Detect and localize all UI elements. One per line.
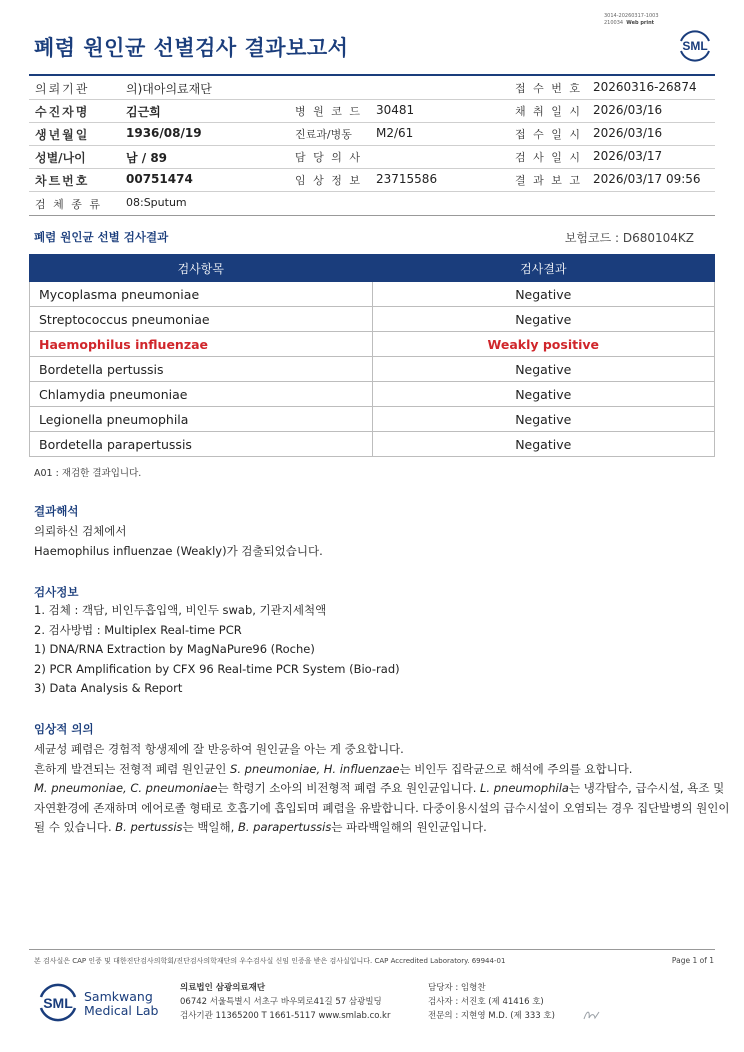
signature-icon [582,1008,604,1022]
clinical-heading: 임상적 의의 [34,722,94,736]
clinical-text: 세균성 폐렴은 경험적 항생제에 잘 반응하여 원인균을 아는 게 중요합니다. 흔하게 발견되는 전형적 폐렴 원인균인 S. pneumoniae, H. influenzae는 비인두 집락균으로 해석에 주의를 요합니다. M. pneumoniae, C. pneumoniae는 학령기 소아의 비전형적 폐렴 주요 원인균입니다. L. pneumophila는 냉각탑수, 급수시설, 욕조 및 자연환경에 존재하며 에어로졸 형태로 호흡기에 흡입되며 폐렴을 유발합니다. 다중이용시설의 급수시설이 오염되는 경우 집단발병의 원인이 될 수 있습니다. B. pertussis는 백일해, B. parapertussis는 파라백일해의 원인균입니다. [34,742,730,834]
interpretation-text: 의뢰하신 검체에서 Haemophilus influenzae (Weakly)가 검출되었습니다. [34,524,323,558]
info-row-institution: 의뢰기관 의)대아의료재단 접 수 번 호 20260316-26874 [35,80,697,96]
col-header-result: 검사결과 [372,255,715,282]
col-header-item: 검사항목 [30,255,373,282]
sml-brand-logo-icon [36,980,80,1024]
insurance-code: 보험코드 : D680104KZ [564,231,694,245]
results-section-title: 폐렴 원인균 선별 검사결과 [34,230,169,244]
logo-text: SML [43,995,73,1011]
test-info-heading: 검사정보 [34,585,79,599]
table-row: Legionella pneumophila Negative [30,407,715,432]
logo-text: SML [682,39,708,53]
info-row-birth: 생년월일 1936/08/19 진료과/병동 M2/61 접 수 일 시 2026/03/16 [35,126,663,142]
table-row: Mycoplasma pneumoniae Negative [30,282,715,307]
table-row: Bordetella pertussis Negative [30,357,715,382]
page-number: Page 1 of 1 [671,956,714,965]
info-row-name: 수진자명 김근희 병 원 코 드 30481 채 취 일 시 2026/03/16 [35,103,663,119]
brand-name: Samkwang Medical Lab [84,989,159,1018]
info-row-chart: 차트번호 00751474 임 상 정 보 23715586 결 과 보 고 2026/03/17 09:56 [35,172,701,188]
table-row-positive: Haemophilus influenzae Weakly positive [30,332,715,357]
interpretation-heading: 결과해석 [34,504,79,518]
retest-note: A01 : 재검한 결과입니다. [34,468,142,479]
report-title: 폐렴 원인균 선별검사 결과보고서 [34,36,349,60]
print-code: 3014-20260317-1003 210034 Web print [604,13,659,26]
corporate-info: 의료법인 삼광의료재단 06742 서울특별시 서초구 바우뫼로41길 57 삼광빌딩 검사기관 11365200 T 1661-5117 www.smlab.co.kr [180,983,391,1021]
table-row: Streptococcus pneumoniae Negative [30,307,715,332]
table-row: Bordetella parapertussis Negative [30,432,715,457]
info-row-specimen: 검 체 종 류 08:Sputum [35,196,187,211]
sml-logo-icon [677,27,713,63]
staff-info: 담당자 : 임형찬 검사자 : 서진호 (제 41416 호) 전문의 : 지현영 M.D. (제 333 호) [428,983,555,1021]
test-info-text: 1. 검체 : 객담, 비인두흡입액, 비인두 swab, 기관지세척액 2. 검사방법 : Multiplex Real-time PCR 1) DNA/RNA Extraction by MagNaPure96 (Roche) 2) PCR Amplification by CFX 96 Real-time PCR System (Bio-rad) 3) Data Analysis & Report [34,603,400,695]
table-row: Chlamydia pneumoniae Negative [30,382,715,407]
footer-divider [29,949,715,950]
results-table [29,254,715,457]
accreditation-note: 본 검사실은 CAP 인증 및 대한진단검사의학회/진단검사의학재단의 우수검사실 신임 인증을 받은 검사실입니다. CAP Accredited Laboratory. 69944-01 [34,957,506,965]
info-row-sex-age: 성별/나이 남 / 89 담 당 의 사 검 사 일 시 2026/03/17 [35,149,663,165]
